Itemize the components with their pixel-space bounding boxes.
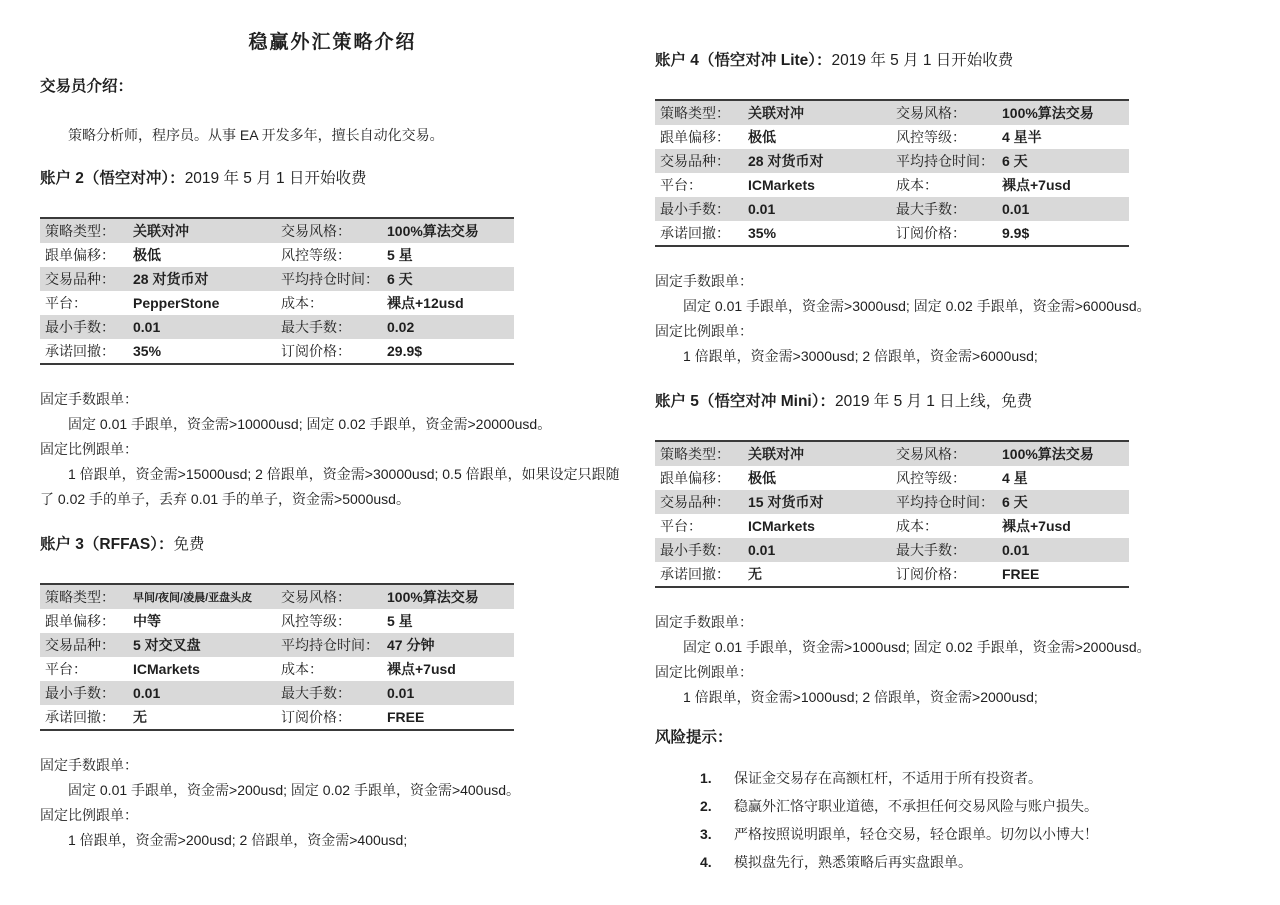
field-value: ICMarkets — [748, 177, 815, 193]
account-5-heading-rest: 2019 年 5 月 1 日上线，免费 — [834, 393, 1033, 410]
field-value: 关联对冲 — [748, 446, 804, 462]
fixed-lots-label: 固定手数跟单： — [655, 273, 753, 289]
field-value: 0.01 — [133, 319, 161, 335]
account-5-section — [655, 391, 1247, 710]
account-4-heading-rest: 2019 年 5 月 1 日开始收费 — [831, 52, 1014, 69]
risk-item-number: 1. — [700, 770, 712, 786]
field-value: 100%算法交易 — [387, 589, 479, 605]
field-label: 最小手数： — [45, 685, 115, 701]
account-2-heading-bold: 账户 2（悟空对冲）： — [40, 170, 185, 187]
field-label: 成本： — [896, 518, 938, 534]
field-value: 4 星 — [1002, 470, 1028, 486]
field-label: 订阅价格： — [896, 566, 966, 582]
table-row — [40, 339, 514, 364]
account-2-table — [40, 217, 514, 365]
field-value: ICMarkets — [748, 518, 815, 534]
left-column — [40, 0, 625, 853]
field-label: 交易风格： — [281, 223, 351, 239]
table-row — [40, 243, 514, 267]
table-row — [40, 681, 514, 705]
field-label: 跟单偏移： — [660, 470, 730, 486]
field-label: 风控等级： — [281, 247, 351, 263]
field-value: 无 — [133, 709, 147, 725]
table-row — [40, 705, 514, 730]
account-2-section — [40, 168, 625, 512]
table-row — [40, 291, 514, 315]
field-label: 平台： — [45, 295, 87, 311]
field-value: 29.9$ — [387, 343, 423, 359]
fixed-lots-text: 固定 0.01 手跟单，资金需>1000usd; 固定 0.02 手跟单，资金需>2000usd。 — [683, 639, 1151, 655]
fixed-lots-text: 固定 0.01 手跟单，资金需>3000usd; 固定 0.02 手跟单，资金需>6000usd。 — [683, 298, 1151, 314]
field-value: 15 对货币对 — [748, 494, 824, 510]
field-value: 35% — [133, 343, 162, 359]
risk-section — [655, 725, 1247, 876]
field-value: 裸点+7usd — [1002, 518, 1071, 534]
field-label: 平均持仓时间： — [896, 153, 994, 169]
fixed-lots-label: 固定手数跟单： — [40, 391, 138, 407]
field-label: 成本： — [281, 295, 323, 311]
risk-item-text: 保证金交易存在高额杠杆，不适用于所有投资者。 — [734, 770, 1042, 786]
field-value: FREE — [387, 709, 425, 725]
field-label: 平均持仓时间： — [281, 637, 379, 653]
field-value: ICMarkets — [133, 661, 200, 677]
trader-intro-heading: 交易员介绍： — [40, 78, 134, 95]
field-value: 0.01 — [748, 201, 776, 217]
field-label: 交易风格： — [896, 446, 966, 462]
field-label: 交易风格： — [281, 589, 351, 605]
fixed-lots-text: 固定 0.01 手跟单，资金需>10000usd; 固定 0.02 手跟单，资金需>20000usd。 — [68, 416, 552, 432]
table-row — [655, 100, 1129, 125]
account-5-table — [655, 440, 1129, 588]
field-label: 策略类型： — [660, 105, 730, 121]
fixed-lots-text: 固定 0.01 手跟单，资金需>200usd; 固定 0.02 手跟单，资金需>400usd。 — [68, 782, 521, 798]
account-3-section — [40, 534, 625, 853]
field-value: 4 星半 — [1002, 129, 1042, 145]
risk-heading: 风险提示： — [655, 729, 733, 746]
field-label: 风控等级： — [281, 613, 351, 629]
table-row — [655, 125, 1129, 149]
field-value: 0.01 — [1002, 542, 1030, 558]
table-row — [655, 173, 1129, 197]
table-row — [40, 218, 514, 243]
account-2-follow-rules — [40, 387, 625, 512]
field-value: 47 分钟 — [387, 637, 435, 653]
account-3-heading-rest: 免费 — [173, 536, 205, 553]
field-label: 风控等级： — [896, 470, 966, 486]
field-label: 最大手数： — [896, 201, 966, 217]
field-value: 5 星 — [387, 613, 413, 629]
account-2-heading-rest: 2019 年 5 月 1 日开始收费 — [184, 170, 367, 187]
field-label: 策略类型： — [45, 223, 115, 239]
fixed-ratio-text: 1 倍跟单，资金需>200usd; 2 倍跟单，资金需>400usd; — [68, 832, 408, 848]
fixed-ratio-label: 固定比例跟单： — [655, 664, 753, 680]
account-4-section — [655, 50, 1247, 369]
account-2-heading — [40, 168, 625, 189]
field-value: 9.9$ — [1002, 225, 1030, 241]
table-row — [655, 466, 1129, 490]
field-value: 关联对冲 — [748, 105, 804, 121]
field-value: 6 天 — [387, 271, 413, 287]
table-row — [655, 490, 1129, 514]
account-3-heading-bold: 账户 3（RFFAS）： — [40, 536, 174, 553]
field-label: 承诺回撤： — [660, 225, 730, 241]
field-value: 0.02 — [387, 319, 415, 335]
field-value: 0.01 — [387, 685, 415, 701]
field-label: 承诺回撤： — [660, 566, 730, 582]
field-value: 关联对冲 — [133, 223, 189, 239]
field-value: 极低 — [748, 470, 776, 486]
table-row — [40, 584, 514, 609]
table-row — [40, 315, 514, 339]
field-label: 最小手数： — [660, 542, 730, 558]
account-3-table — [40, 583, 514, 731]
fixed-ratio-label: 固定比例跟单： — [655, 323, 753, 339]
field-value: 100%算法交易 — [387, 223, 479, 239]
field-label: 平台： — [45, 661, 87, 677]
field-value: 裸点+7usd — [1002, 177, 1071, 193]
field-label: 平均持仓时间： — [896, 494, 994, 510]
table-row — [655, 562, 1129, 587]
fixed-ratio-text: 1 倍跟单，资金需>3000usd; 2 倍跟单，资金需>6000usd; — [683, 348, 1038, 364]
field-label: 最大手数： — [281, 685, 351, 701]
risk-item — [700, 764, 1247, 792]
field-value: 100%算法交易 — [1002, 105, 1094, 121]
field-value: 裸点+12usd — [387, 295, 464, 311]
account-4-follow-rules — [655, 269, 1247, 369]
field-value: 0.01 — [748, 542, 776, 558]
field-value: 0.01 — [133, 685, 161, 701]
field-label: 承诺回撤： — [45, 709, 115, 725]
risk-item — [700, 848, 1247, 876]
field-label: 跟单偏移： — [45, 247, 115, 263]
account-3-follow-rules — [40, 753, 625, 853]
field-label: 策略类型： — [660, 446, 730, 462]
field-value: 100%算法交易 — [1002, 446, 1094, 462]
field-label: 订阅价格： — [896, 225, 966, 241]
account-4-heading-bold: 账户 4（悟空对冲 Lite）： — [655, 52, 832, 69]
fixed-lots-label: 固定手数跟单： — [655, 614, 753, 630]
field-label: 交易品种： — [45, 637, 115, 653]
field-value: 极低 — [748, 129, 776, 145]
field-value: 6 天 — [1002, 494, 1028, 510]
field-value: 28 对货币对 — [748, 153, 824, 169]
field-label: 跟单偏移： — [45, 613, 115, 629]
fixed-lots-label: 固定手数跟单： — [40, 757, 138, 773]
table-row — [655, 514, 1129, 538]
table-row — [40, 657, 514, 681]
trader-intro-text: 策略分析师，程序员。从事 EA 开发多年，擅长自动化交易。 — [68, 127, 444, 143]
table-row — [655, 538, 1129, 562]
field-label: 交易风格： — [896, 105, 966, 121]
account-5-heading — [655, 391, 1247, 412]
right-column — [655, 0, 1247, 876]
field-value: 中等 — [133, 613, 161, 629]
field-value: 5 对交叉盘 — [133, 637, 201, 653]
field-label: 最大手数： — [896, 542, 966, 558]
field-label: 风控等级： — [896, 129, 966, 145]
field-value: 35% — [748, 225, 777, 241]
risk-item-number: 4. — [700, 854, 712, 870]
field-label: 成本： — [281, 661, 323, 677]
field-value: 裸点+7usd — [387, 661, 456, 677]
table-row — [40, 609, 514, 633]
field-label: 平台： — [660, 177, 702, 193]
table-row — [40, 633, 514, 657]
risk-item-number: 3. — [700, 826, 712, 842]
field-value: 极低 — [133, 247, 161, 263]
field-value: 6 天 — [1002, 153, 1028, 169]
table-row — [40, 267, 514, 291]
field-label: 跟单偏移： — [660, 129, 730, 145]
field-value: 5 星 — [387, 247, 413, 263]
table-row — [655, 149, 1129, 173]
field-label: 成本： — [896, 177, 938, 193]
risk-item-number: 2. — [700, 798, 712, 814]
fixed-ratio-label: 固定比例跟单： — [40, 807, 138, 823]
field-label: 交易品种： — [660, 494, 730, 510]
account-5-heading-bold: 账户 5（悟空对冲 Mini）： — [655, 393, 835, 410]
field-label: 平均持仓时间： — [281, 271, 379, 287]
risk-item — [700, 792, 1247, 820]
field-label: 交易品种： — [660, 153, 730, 169]
table-row — [655, 221, 1129, 246]
account-3-heading — [40, 534, 625, 555]
field-label: 最小手数： — [45, 319, 115, 335]
field-value: 28 对货币对 — [133, 271, 209, 287]
table-row — [655, 197, 1129, 221]
field-label: 最小手数： — [660, 201, 730, 217]
risk-item-text: 模拟盘先行，熟悉策略后再实盘跟单。 — [734, 854, 972, 870]
table-row — [655, 441, 1129, 466]
field-value: PepperStone — [133, 295, 220, 311]
risk-list — [655, 764, 1247, 876]
risk-item-text: 严格按照说明跟单，轻仓交易，轻仓跟单。切勿以小博大！ — [734, 826, 1098, 842]
field-label: 订阅价格： — [281, 709, 351, 725]
risk-item-text: 稳赢外汇恪守职业道德，不承担任何交易风险与账户损失。 — [734, 798, 1098, 814]
field-value: 0.01 — [1002, 201, 1030, 217]
field-label: 最大手数： — [281, 319, 351, 335]
fixed-ratio-text: 1 倍跟单，资金需>1000usd; 2 倍跟单，资金需>2000usd; — [683, 689, 1038, 705]
account-4-heading — [655, 50, 1247, 71]
account-4-table — [655, 99, 1129, 247]
page-title: 稳赢外汇策略介绍 — [248, 32, 417, 53]
field-label: 交易品种： — [45, 271, 115, 287]
fixed-ratio-label: 固定比例跟单： — [40, 441, 138, 457]
field-value: 无 — [748, 566, 762, 582]
field-label: 承诺回撤： — [45, 343, 115, 359]
field-value: 早间/夜间/凌晨/亚盘头皮 — [133, 592, 253, 604]
fixed-ratio-text: 1 倍跟单，资金需>15000usd; 2 倍跟单，资金需>30000usd; 0.5 倍跟单，如果设定只跟随了 0.02 手的单子，丢弃 0.01 手的单子，资金需>5000usd。 — [40, 466, 620, 507]
field-label: 平台： — [660, 518, 702, 534]
field-label: 策略类型： — [45, 589, 115, 605]
field-label: 订阅价格： — [281, 343, 351, 359]
account-5-follow-rules — [655, 610, 1247, 710]
field-value: FREE — [1002, 566, 1040, 582]
risk-item — [700, 820, 1247, 848]
